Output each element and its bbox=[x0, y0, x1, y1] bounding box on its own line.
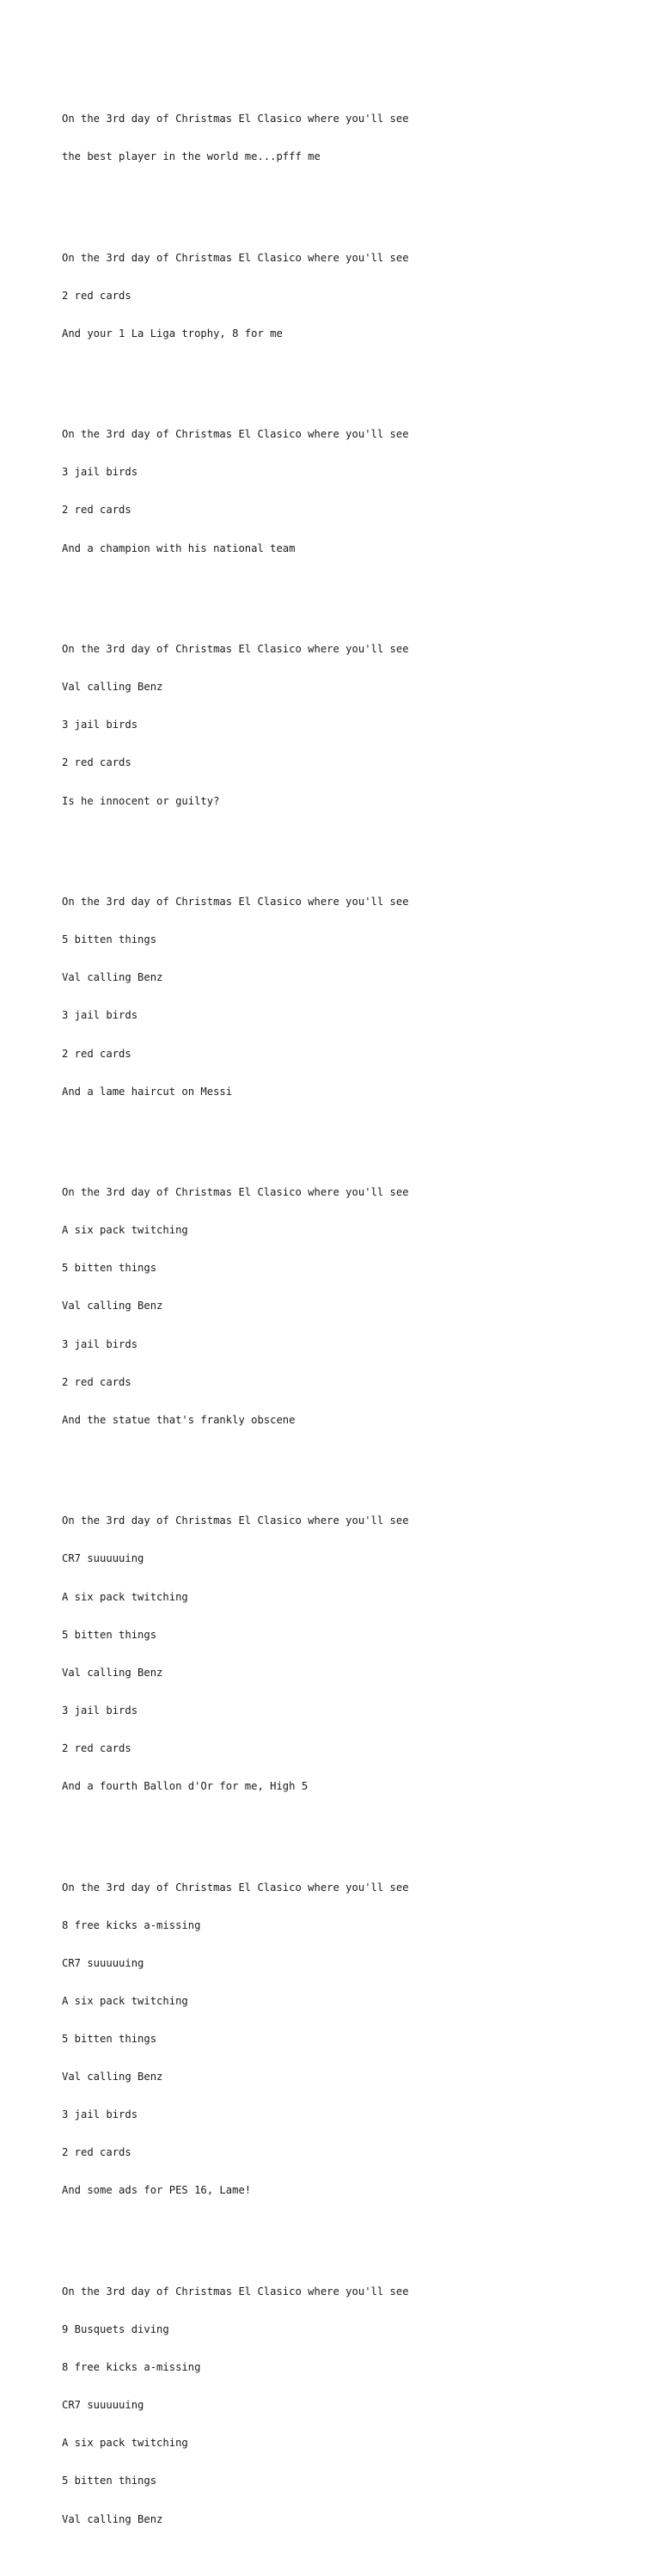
stanza-line: CR7 suuuuuing bbox=[62, 1552, 144, 1565]
stanza-line: On the 3rd day of Christmas El Clasico where you'll see bbox=[62, 643, 409, 656]
stanza-line: Val calling Benz bbox=[62, 1300, 163, 1312]
stanza-line: And your 1 La Liga trophy, 8 for me bbox=[62, 327, 283, 340]
stanza-line: And the statue that's frankly obscene bbox=[62, 1413, 296, 1426]
stanza-line: 9 Busquets diving bbox=[62, 2323, 169, 2336]
stanza-line: 5 bitten things bbox=[62, 2032, 157, 2045]
stanza-line: 3 jail birds bbox=[62, 719, 138, 731]
stanza-9 bbox=[62, 2261, 612, 2551]
stanza-line: On the 3rd day of Christmas El Clasico where you'll see bbox=[62, 1514, 409, 1527]
stanza-line: 3 jail birds bbox=[62, 466, 138, 479]
stanza-line: 5 bitten things bbox=[62, 933, 157, 946]
stanza-line: On the 3rd day of Christmas El Clasico where you'll see bbox=[62, 1186, 409, 1199]
stanza-8 bbox=[62, 1856, 612, 2222]
stanza-line: And a lame haircut on Messi bbox=[62, 1085, 233, 1098]
stanza-line: 5 bitten things bbox=[62, 1628, 157, 1641]
stanza-line: A six pack twitching bbox=[62, 1590, 188, 1603]
stanza-line: 2 red cards bbox=[62, 504, 131, 517]
stanza-line: 3 jail birds bbox=[62, 1704, 138, 1716]
stanza-line: A six pack twitching bbox=[62, 1994, 188, 2007]
stanza-line: Val calling Benz bbox=[62, 1666, 163, 1679]
stanza-line: 8 free kicks a-missing bbox=[62, 2361, 201, 2374]
stanza-line: Val calling Benz bbox=[62, 681, 163, 694]
stanza-7 bbox=[62, 1490, 612, 1818]
stanza-3 bbox=[62, 403, 612, 580]
stanza-line: 5 bitten things bbox=[62, 1262, 157, 1275]
stanza-line: And some ads for PES 16, Lame! bbox=[62, 2184, 252, 2197]
stanza-line: 3 jail birds bbox=[62, 2108, 138, 2121]
stanza-line: CR7 suuuuuing bbox=[62, 1956, 144, 1969]
stanza-5 bbox=[62, 871, 612, 1123]
stanza-line: And a champion with his national team bbox=[62, 542, 296, 554]
stanza-line: 8 free kicks a-missing bbox=[62, 1918, 201, 1931]
stanza-line: 2 red cards bbox=[62, 289, 131, 302]
stanza-line: Is he innocent or guilty? bbox=[62, 794, 220, 807]
stanza-1 bbox=[62, 87, 612, 188]
stanza-line: Val calling Benz bbox=[62, 2512, 163, 2525]
stanza-line: 2 red cards bbox=[62, 1375, 131, 1388]
stanza-line: 2 red cards bbox=[62, 1741, 131, 1754]
stanza-line: And a fourth Ballon d'Or for me, High 5 bbox=[62, 1780, 309, 1792]
stanza-6 bbox=[62, 1161, 612, 1452]
stanza-line: 3 jail birds bbox=[62, 1009, 138, 1022]
stanza-line: 2 red cards bbox=[62, 1047, 131, 1060]
stanza-line: On the 3rd day of Christmas El Clasico where you'll see bbox=[62, 2285, 409, 2298]
stanza-line: Val calling Benz bbox=[62, 971, 163, 984]
stanza-line: 2 red cards bbox=[62, 2146, 131, 2159]
stanza-line: On the 3rd day of Christmas El Clasico where you'll see bbox=[62, 896, 409, 909]
stanza-line: CR7 suuuuuing bbox=[62, 2399, 144, 2412]
stanza-line: 2 red cards bbox=[62, 756, 131, 769]
stanza-line: Val calling Benz bbox=[62, 2071, 163, 2083]
stanza-line: A six pack twitching bbox=[62, 1224, 188, 1237]
stanza-line: On the 3rd day of Christmas El Clasico where you'll see bbox=[62, 251, 409, 264]
stanza-line: 3 jail birds bbox=[62, 1337, 138, 1350]
stanza-line: 5 bitten things bbox=[62, 2475, 157, 2487]
stanza-line: A six pack twitching bbox=[62, 2437, 188, 2450]
stanza-2 bbox=[62, 226, 612, 365]
stanza-line: On the 3rd day of Christmas El Clasico where you'll see bbox=[62, 112, 409, 125]
stanza-line: the best player in the world me...pfff me bbox=[62, 150, 321, 162]
stanza-line: On the 3rd day of Christmas El Clasico where you'll see bbox=[62, 428, 409, 441]
document-page bbox=[62, 62, 612, 2576]
stanza-line: On the 3rd day of Christmas El Clasico where you'll see bbox=[62, 1881, 409, 1894]
stanza-4 bbox=[62, 618, 612, 833]
